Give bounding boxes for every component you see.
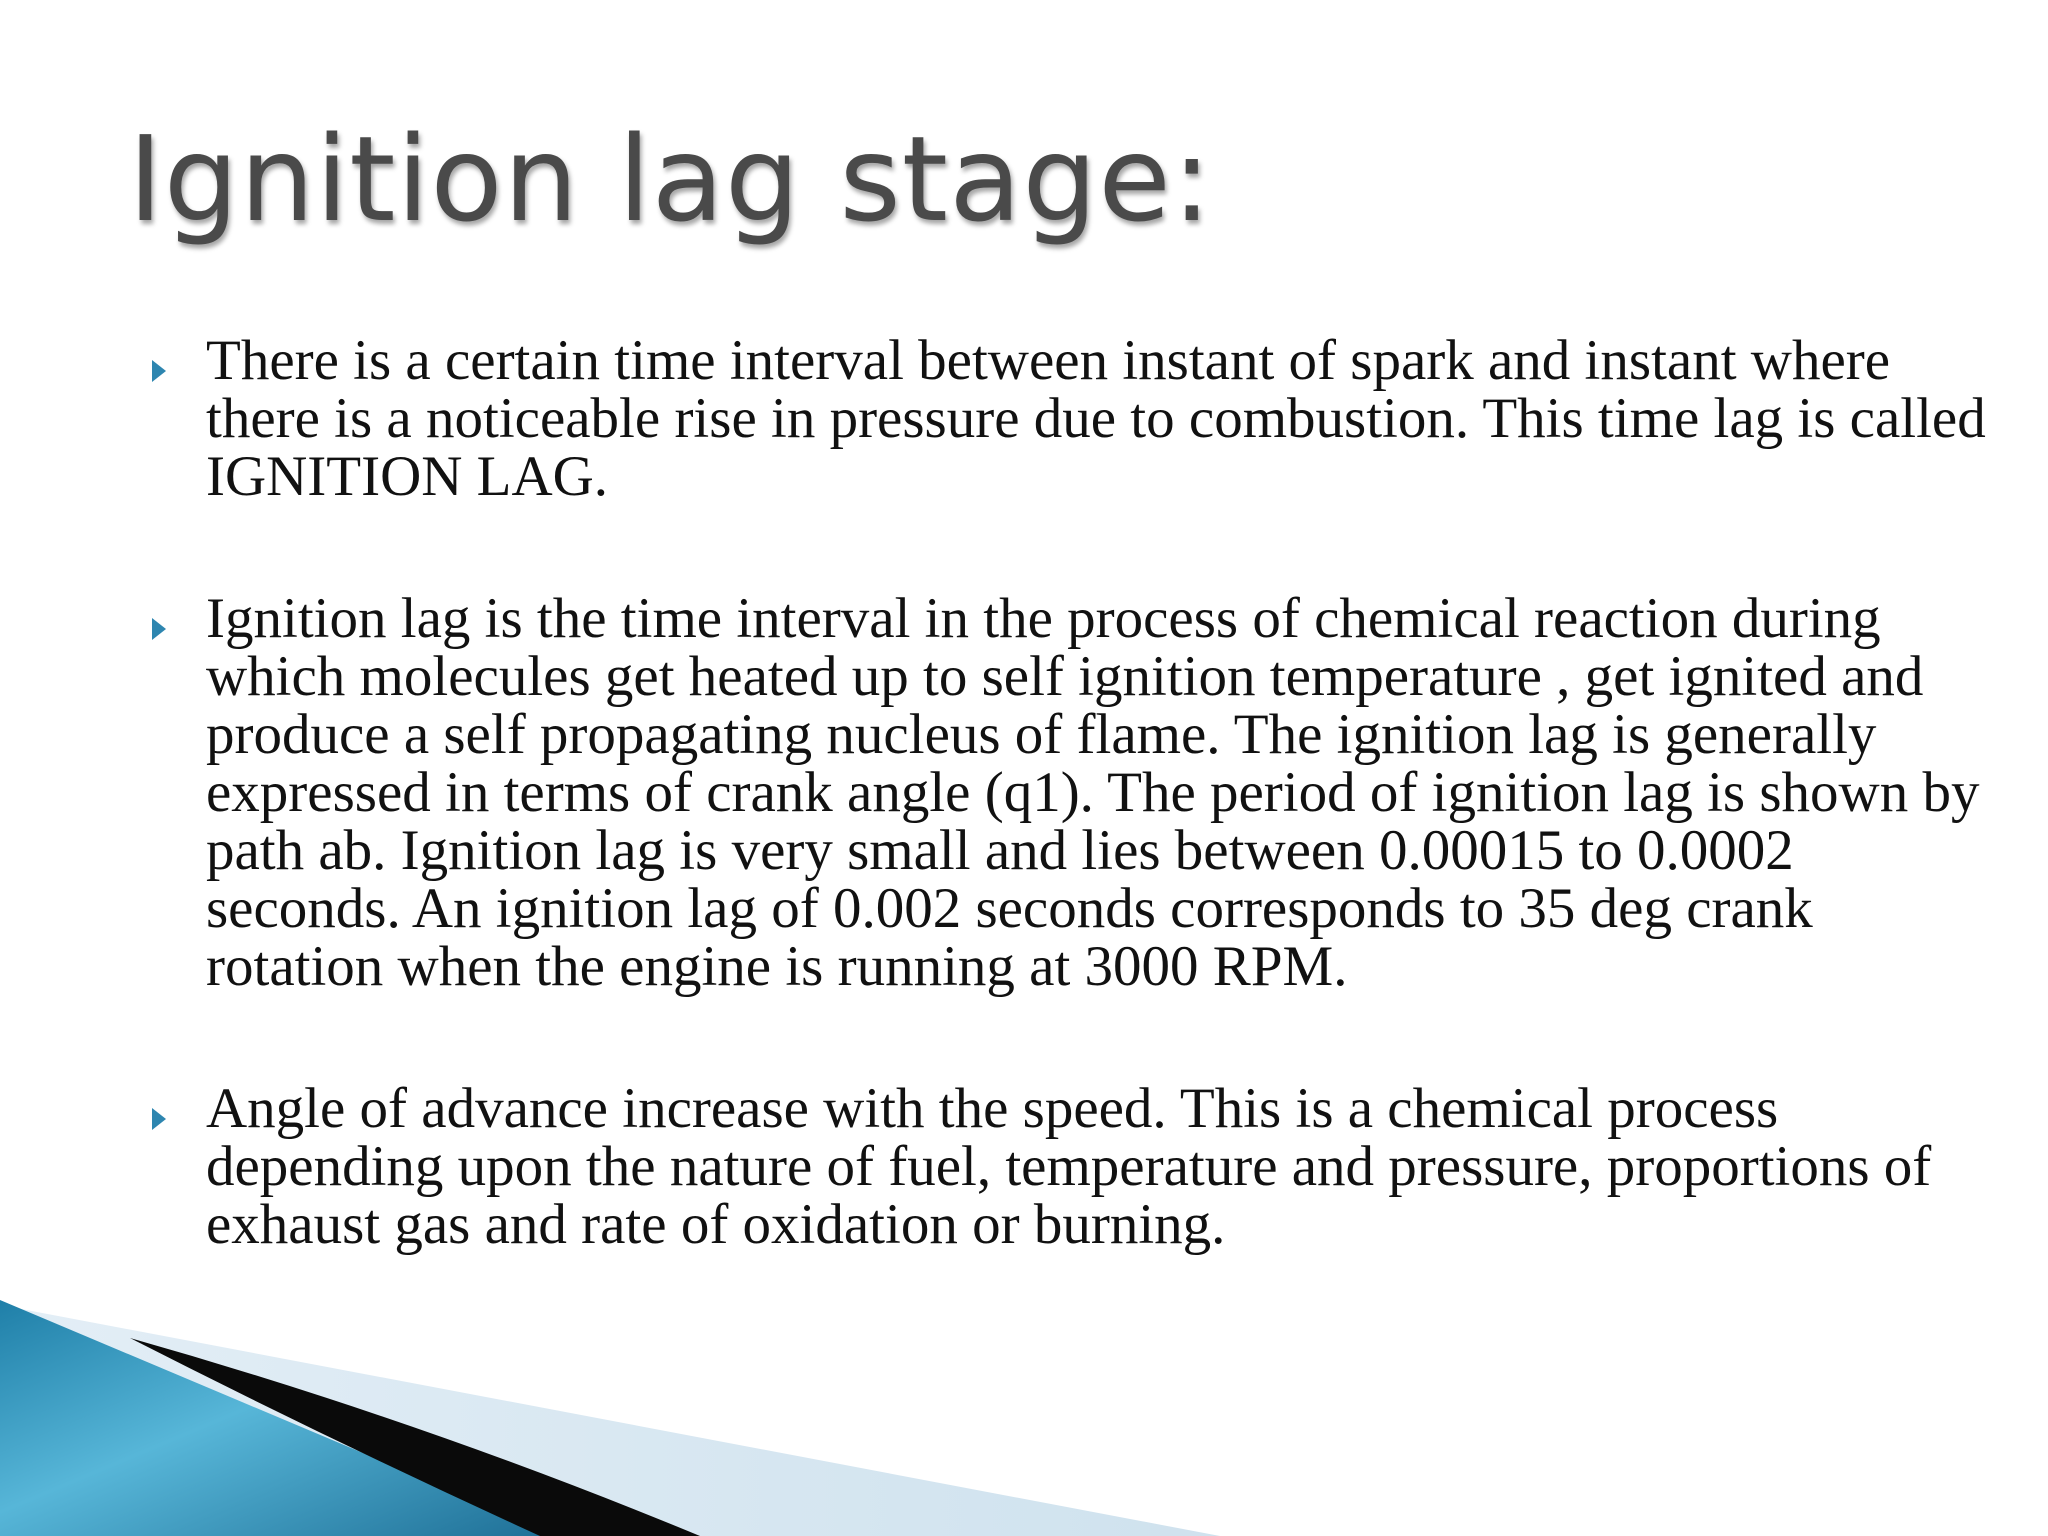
slide-title: Ignition lag stage: [128, 110, 1213, 248]
triangle-bullet-icon [152, 618, 166, 640]
bullet-item [0, 587, 2048, 998]
bullet-item [0, 1077, 2048, 1256]
bullet-text: Ignition lag is the time interval in the process of chemical reaction during which molecules get heated up to self ignition temperature , get ignited and produce a self propagating nucleus of flame. The ignition lag is generally expressed in terms of crank angle (q1). The period of ignition lag is shown by path ab. Ignition lag is very small and lies between 0.00015 to 0.0002 seconds. An ignition lag of 0.002 seconds corresponds to 35 deg crank rotation when the engine is running at 3000 RPM. [206, 587, 1980, 998]
bullet-list [0, 329, 2048, 1256]
bullet-item [0, 329, 2048, 508]
swoosh-black-band [130, 1338, 700, 1536]
bullet-text: Angle of advance increase with the speed. This is a chemical process depending upon the nature of fuel, temperature and pressure, proportions of exhaust gas and rate of oxidation or burning. [206, 1077, 1932, 1256]
triangle-bullet-icon [152, 360, 166, 382]
bullet-text: There is a certain time interval between instant of spark and instant where there is a noticeable rise in pressure due to combustion. This time lag is called IGNITION LAG. [206, 329, 1986, 508]
triangle-bullet-icon [152, 1108, 166, 1130]
swoosh-light-band [0, 1305, 1220, 1536]
swoosh-blue-band [0, 1300, 560, 1536]
